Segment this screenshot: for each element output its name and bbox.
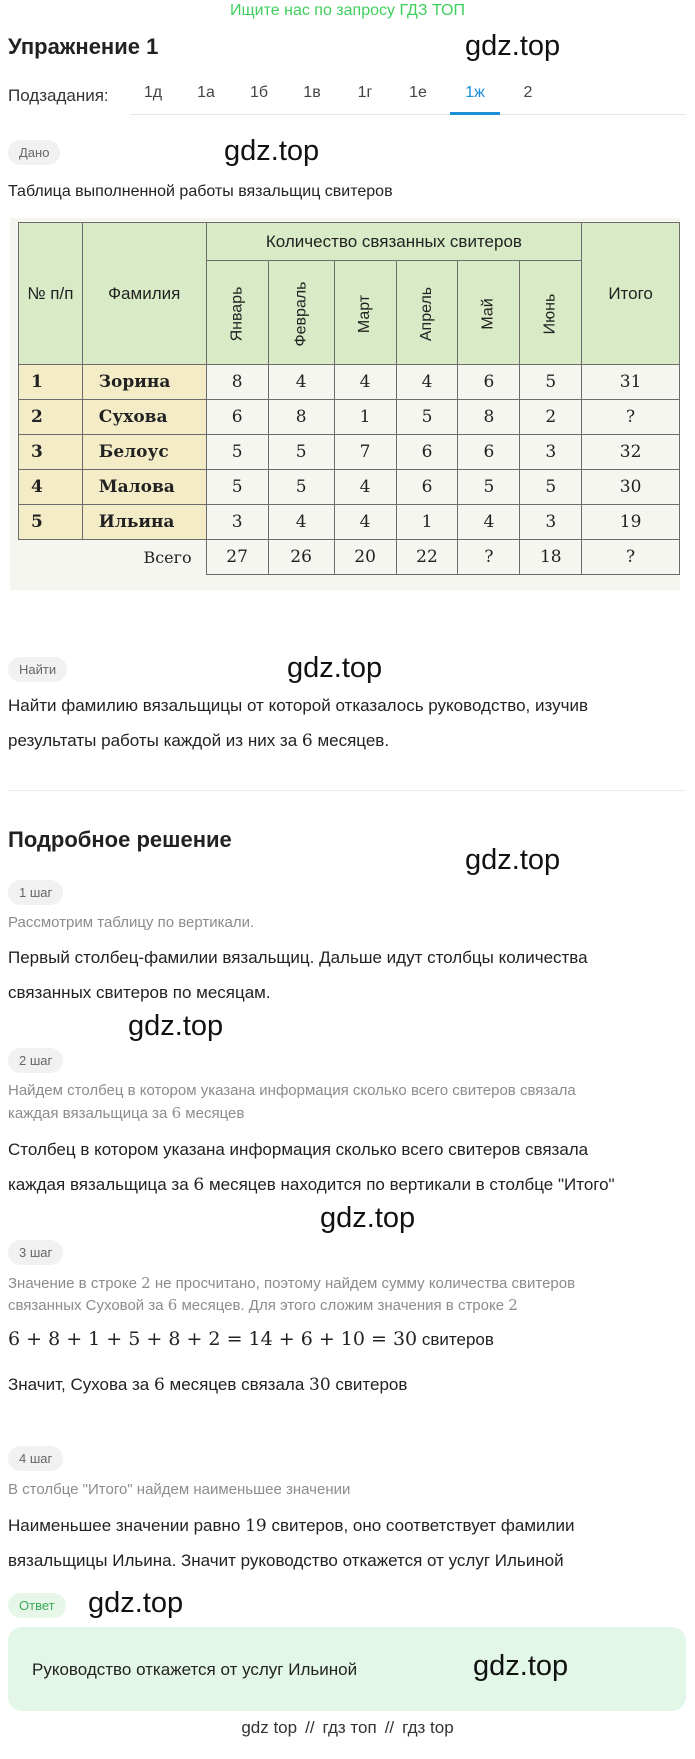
cell: 6 — [458, 435, 520, 470]
cell: 6 — [396, 470, 458, 505]
cell: 6 — [396, 435, 458, 470]
step-text: Наименьшее значении равно 19 свитеров, оно соответствует фамилии — [8, 1516, 575, 1536]
cell: 5 — [268, 470, 334, 505]
step-formula: 6 + 8 + 1 + 5 + 8 + 2 = 14 + 6 + 10 = 30 свитеров — [8, 1328, 494, 1350]
month-header: Март — [356, 294, 374, 333]
cell: 7 — [334, 435, 396, 470]
step-text: Значит, Сухова за 6 месяцев связала 30 свитеров — [8, 1375, 408, 1395]
month-header: Май — [479, 297, 497, 330]
step-hint: Рассмотрим таблицу по вертикали. — [8, 914, 255, 931]
watermark: gdz.top — [128, 1010, 224, 1042]
header-num: № п/п — [19, 223, 83, 365]
row-name: Белоус — [82, 435, 206, 470]
table-row — [19, 435, 680, 470]
tab-1g[interactable]: 1г — [357, 84, 373, 101]
row-total: 31 — [582, 365, 680, 400]
solution-title: Подробное решение — [8, 827, 232, 852]
row-num: 4 — [19, 470, 83, 505]
find-line2: результаты работы каждой из них за 6 месяцев. — [8, 731, 390, 751]
step-text: связанных свитеров по месяцам. — [8, 983, 271, 1002]
step-text: каждая вязальщица за 6 месяцев находится по вертикали в столбце "Итого" — [8, 1175, 615, 1195]
row-num: 1 — [19, 365, 83, 400]
table-row — [19, 365, 680, 400]
footer-link[interactable]: гдз топ — [322, 1718, 377, 1737]
step-hint: связанных Суховой за 6 месяцев. Для этого сложим значения в строке 2 — [8, 1296, 518, 1314]
row-name: Зорина — [82, 365, 206, 400]
top-banner: Ищите нас по запросу ГДЗ ТОП — [230, 2, 465, 19]
row-num: 5 — [19, 505, 83, 540]
watermark: gdz.top — [88, 1587, 184, 1619]
footer-separator: // — [384, 1718, 395, 1737]
tab-1e[interactable]: 1е — [409, 84, 427, 101]
tab-1a[interactable]: 1а — [197, 84, 215, 101]
cell: 6 — [206, 400, 268, 435]
sum-cell: 26 — [268, 540, 334, 575]
header-group: Количество связанных свитеров — [206, 223, 582, 261]
tab-1b[interactable]: 1б — [249, 84, 269, 101]
cell: 4 — [334, 365, 396, 400]
sweater-table-image — [10, 218, 680, 590]
step-chip: 4 шаг — [8, 1446, 63, 1471]
month-header: Январь — [228, 286, 246, 341]
sweater-table — [18, 222, 680, 575]
row-name: Малова — [82, 470, 206, 505]
tab-1d[interactable]: 1д — [143, 84, 163, 101]
footer-link[interactable]: гдз top — [402, 1718, 454, 1737]
footer-link[interactable]: gdz top — [241, 1718, 298, 1737]
tab-1zh-active[interactable]: 1ж — [465, 84, 485, 101]
cell: 5 — [396, 400, 458, 435]
active-tab-indicator — [450, 112, 500, 115]
step-hint: Найдем столбец в котором указана информация сколько всего свитеров связала — [8, 1082, 576, 1099]
sum-cell: ? — [458, 540, 520, 575]
cell: 6 — [458, 365, 520, 400]
step-chip: 2 шаг — [8, 1048, 63, 1073]
table-row — [19, 505, 680, 540]
sum-cell: 18 — [520, 540, 582, 575]
cell: 4 — [268, 505, 334, 540]
header-total: Итого — [582, 223, 680, 365]
cell: 1 — [334, 400, 396, 435]
cell: 4 — [458, 505, 520, 540]
tab-2[interactable]: 2 — [523, 84, 533, 101]
cell: 5 — [268, 435, 334, 470]
row-num: 2 — [19, 400, 83, 435]
watermark: gdz.top — [287, 652, 383, 684]
sum-total: ? — [582, 540, 680, 575]
tab-1v[interactable]: 1в — [303, 84, 321, 101]
find-line1: Найти фамилию вязальщицы от которой отказалось руководство, изучив — [8, 696, 588, 715]
subtasks-label: Подзадания: — [8, 86, 109, 105]
table-row — [19, 400, 680, 435]
row-total: 32 — [582, 435, 680, 470]
month-header: Февраль — [292, 280, 310, 347]
cell: 8 — [268, 400, 334, 435]
row-num: 3 — [19, 435, 83, 470]
cell: 8 — [458, 400, 520, 435]
sum-label: Всего — [82, 540, 206, 575]
cell: 2 — [520, 400, 582, 435]
page-title: Упражнение 1 — [8, 34, 159, 59]
row-total: 19 — [582, 505, 680, 540]
cell: 8 — [206, 365, 268, 400]
cell: 3 — [206, 505, 268, 540]
step-text: Столбец в котором указана информация сколько всего свитеров связала — [8, 1140, 589, 1159]
answer-text: Руководство откажется от услуг Ильиной — [32, 1660, 358, 1679]
step-text: Первый столбец-фамилии вязальщиц. Дальше идут столбцы количества — [8, 948, 588, 967]
footer-links — [0, 1718, 695, 1738]
watermark: gdz.top — [224, 135, 320, 167]
step-chip: 1 шаг — [8, 880, 63, 905]
cell: 5 — [520, 365, 582, 400]
step-text: вязальщицы Ильина. Значит руководство откажется от услуг Ильиной — [8, 1551, 564, 1570]
tabs-divider — [130, 114, 686, 115]
given-text: Таблица выполненной работы вязальщиц свитеров — [8, 183, 393, 200]
watermark: gdz.top — [465, 844, 561, 876]
cell: 1 — [396, 505, 458, 540]
sum-cell: 27 — [206, 540, 268, 575]
cell: 4 — [268, 365, 334, 400]
table-row — [19, 470, 680, 505]
cell: 3 — [520, 505, 582, 540]
section-divider — [8, 790, 686, 791]
step-chip: 3 шаг — [8, 1240, 63, 1265]
cell: 3 — [520, 435, 582, 470]
footer-separator: // — [305, 1718, 315, 1737]
cell: 4 — [334, 505, 396, 540]
row-name: Сухова — [82, 400, 206, 435]
cell: 5 — [206, 435, 268, 470]
answer-chip: Ответ — [8, 1593, 66, 1618]
cell: 5 — [458, 470, 520, 505]
row-name: Ильина — [82, 505, 206, 540]
find-chip: Найти — [8, 657, 67, 682]
cell: 5 — [206, 470, 268, 505]
month-header: Июнь — [541, 293, 559, 334]
watermark: gdz.top — [320, 1202, 416, 1234]
watermark: gdz.top — [473, 1650, 569, 1682]
header-family: Фамилия — [82, 223, 206, 365]
given-chip: Дано — [8, 140, 60, 165]
month-header: Апрель — [417, 286, 435, 341]
watermark: gdz.top — [465, 30, 561, 62]
cell: 5 — [520, 470, 582, 505]
row-total: 30 — [582, 470, 680, 505]
row-total: ? — [582, 400, 680, 435]
sum-cell: 20 — [334, 540, 396, 575]
cell: 4 — [396, 365, 458, 400]
table-sum-row — [19, 540, 680, 575]
sum-cell: 22 — [396, 540, 458, 575]
step-hint: каждая вязальщица за 6 месяцев — [8, 1104, 245, 1122]
cell: 4 — [334, 470, 396, 505]
step-hint: В столбце "Итого" найдем наименьшее значении — [8, 1481, 351, 1498]
step-hint: Значение в строке 2 не просчитано, поэтому найдем сумму количества свитеров — [8, 1274, 576, 1292]
